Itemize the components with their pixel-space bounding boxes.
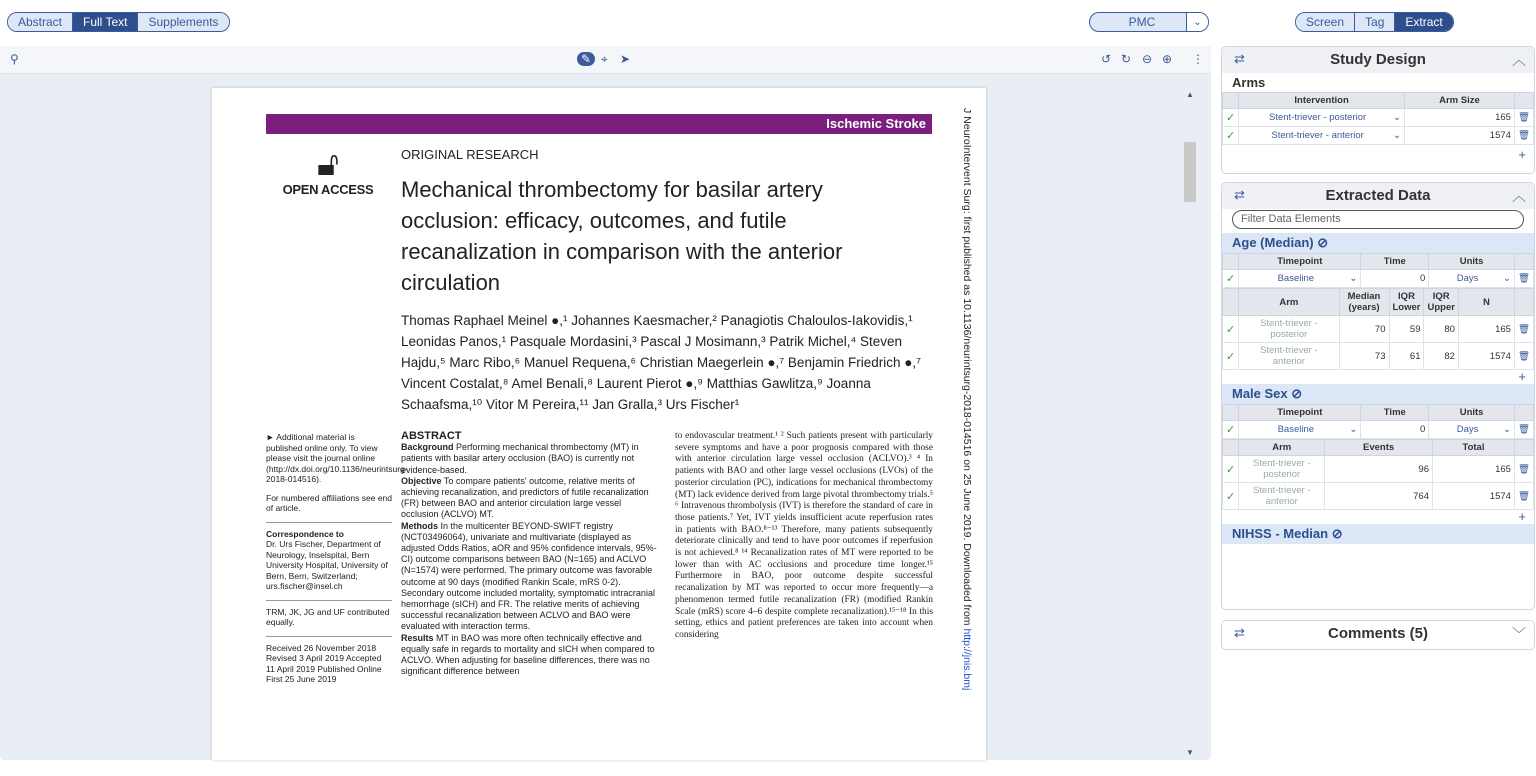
arm-header: Arm [1239, 440, 1325, 456]
results-heading: Results [401, 632, 434, 643]
check-icon: ✓ [1223, 109, 1239, 127]
timepoint-select[interactable] [1239, 270, 1361, 288]
male-sex-label: Male Sex [1232, 386, 1288, 401]
select-text-icon[interactable]: ⌖ [601, 52, 608, 66]
background-heading: Background [401, 442, 454, 453]
comments-panel [1221, 620, 1535, 650]
objective-text: To compare patients' outcome, relative merits of achieving recanalization, and predictors of futile recanalization (FR) between BAO and anterior circulation large vessel occlusion (ACLVO) MT. [401, 475, 649, 520]
table-row [1223, 316, 1534, 343]
tab-abstract[interactable]: Abstract [8, 13, 73, 31]
comments-title: Comments (5) [1327, 625, 1428, 642]
arm-name-line-1: Stent-triever - [1252, 458, 1311, 469]
units-header: Units [1429, 405, 1515, 421]
time-header: Time [1361, 254, 1429, 270]
check-icon: ✓ [1223, 456, 1239, 483]
arm-name-line-2: posterior [1270, 329, 1308, 340]
results-text: MT in BAO was more often technically effective and equally safe in regards to mortality and sICH when compared to ACLVO. When adjusting for baseline differences, there was no significant difference between [401, 632, 655, 677]
add-row-button[interactable]: + [1518, 509, 1526, 524]
units-select[interactable] [1429, 421, 1515, 439]
table-row [1223, 483, 1534, 510]
arm-name-line-2: anterior [1272, 356, 1305, 367]
check-header [1223, 93, 1239, 109]
article-dates: Received 26 November 2018 Revised 3 April 2019 Accepted 11 April 2019 Published Online First 25 June 2019 [266, 642, 382, 684]
arm-size-value[interactable]: 165 [1404, 109, 1514, 127]
n-header: N [1458, 289, 1514, 316]
source-select[interactable] [1089, 12, 1209, 32]
arm-name-line-1: Stent-triever - [1260, 318, 1318, 329]
trash-icon[interactable]: 🗑︎ [1514, 316, 1533, 343]
chevron-up-icon[interactable]: ︿ [1512, 52, 1526, 68]
tag-icon[interactable]: ⊘ [1291, 386, 1303, 401]
table-row [1223, 127, 1534, 145]
pdf-page [212, 88, 986, 760]
intervention-select[interactable] [1239, 109, 1405, 127]
swap-icon[interactable]: ⇄ [1234, 625, 1245, 640]
age-timepoint-table [1222, 253, 1534, 288]
total-header: Total [1433, 440, 1515, 456]
action-header [1514, 93, 1533, 109]
tag-icon[interactable]: ⊘ [1331, 526, 1343, 541]
chevron-down-icon: ⌄ [1349, 273, 1358, 284]
extracted-data-panel [1221, 182, 1535, 610]
swap-icon[interactable]: ⇄ [1234, 187, 1245, 202]
units-select[interactable] [1429, 270, 1515, 288]
abstract-column [401, 431, 657, 677]
tab-extract[interactable]: Extract [1395, 13, 1452, 31]
action-header [1514, 254, 1533, 270]
divider [266, 636, 392, 637]
trash-icon[interactable]: 🗑︎ [1514, 270, 1533, 288]
extracted-data-header [1222, 183, 1534, 209]
rotate-right-icon[interactable]: ↻ [1121, 52, 1132, 66]
tab-screen[interactable]: Screen [1296, 13, 1355, 31]
male-sex-section [1222, 384, 1534, 404]
n-value[interactable]: 1574 [1458, 343, 1514, 370]
highlight-icon[interactable]: ✎ [577, 52, 595, 66]
arm-name [1239, 456, 1325, 483]
chevron-down-icon: ⌄ [1502, 273, 1511, 284]
events-value[interactable]: 96 [1325, 456, 1433, 483]
tab-full-text[interactable]: Full Text [73, 13, 138, 31]
timepoint-header: Timepoint [1239, 254, 1361, 270]
top-toolbar [0, 0, 1536, 44]
scroll-down-icon[interactable]: ▼ [1186, 748, 1194, 757]
trash-icon[interactable]: 🗑︎ [1514, 127, 1533, 145]
trash-icon[interactable]: 🗑︎ [1514, 343, 1533, 370]
chevron-down-icon: ⌄ [1502, 424, 1511, 435]
iqr-lower-value[interactable]: 59 [1389, 316, 1424, 343]
units-header: Units [1429, 254, 1515, 270]
table-row [1223, 421, 1534, 439]
table-row [1223, 109, 1534, 127]
zoom-out-icon[interactable]: ⊖ [1142, 52, 1153, 66]
article-type: ORIGINAL RESEARCH [401, 147, 539, 162]
check-icon: ✓ [1223, 421, 1239, 439]
background-text: Performing mechanical thrombectomy (MT) in patients with basilar artery occlusion (BAO) is currently not evidence-based. [401, 442, 639, 475]
open-access-logo [282, 146, 374, 197]
filter-input[interactable]: Filter Data Elements [1232, 210, 1524, 229]
correspondence-heading: Correspondence to [266, 528, 344, 539]
time-value[interactable]: 0 [1361, 270, 1429, 288]
arm-size-value[interactable]: 1574 [1404, 127, 1514, 145]
arm-name [1239, 343, 1339, 370]
median-value[interactable]: 73 [1339, 343, 1389, 370]
arms-table [1222, 92, 1534, 145]
intervention-header: Intervention [1239, 93, 1405, 109]
divider [266, 600, 392, 601]
timepoint-select[interactable] [1239, 421, 1361, 439]
age-median-section [1222, 233, 1534, 253]
age-values-table [1222, 288, 1534, 370]
rotate-left-icon[interactable]: ↺ [1101, 52, 1112, 66]
open-lock-icon: 🔓︎ [316, 145, 340, 183]
contribution-note: TRM, JK, JG and UF contributed equally. [266, 606, 390, 627]
events-header: Events [1325, 440, 1433, 456]
total-value[interactable]: 1574 [1433, 483, 1515, 510]
arm-size-header: Arm Size [1404, 93, 1514, 109]
arm-name-line-1: Stent-triever - [1260, 345, 1318, 356]
tab-supplements[interactable]: Supplements [138, 13, 228, 31]
arm-name-line-2: anterior [1265, 496, 1298, 507]
source-value: PMC [1128, 15, 1156, 29]
mode-tabs [1295, 12, 1454, 32]
check-icon: ✓ [1223, 127, 1239, 145]
intervention-select[interactable] [1239, 127, 1405, 145]
arm-header: Arm [1239, 289, 1339, 316]
chevron-up-icon[interactable]: ︿ [1512, 188, 1526, 204]
chevron-down-icon: ⌄ [1349, 424, 1358, 435]
methods-text: In the multicenter BEYOND-SWIFT registry (NCT03496064), univariate and multivariate (displayed as adjusted Odds Ratios, aOR and 95% confidence intervals, 95%-CI) outcome comparisons between BAO (N=165) and ACLVO (N=1574) were performed. The primary outcome was favorable outcome at 90 days (modified Rankin Scale, mRS 0-2). Secondary outcome included mortality, symptomatic intracranial hemorrhage (sICH) and FR. The relative merits of achieving successful recanalization between ACLVO and BAO were evaluated with interaction terms. [401, 520, 657, 632]
table-row [1223, 270, 1534, 288]
pointer-icon[interactable]: ➤ [620, 52, 631, 66]
nihss-section [1222, 524, 1534, 544]
objective-heading: Objective [401, 475, 442, 486]
journal-banner: Ischemic Stroke [266, 114, 932, 134]
iqr-upper-value[interactable]: 80 [1424, 316, 1458, 343]
arm-name [1239, 483, 1325, 510]
trash-icon[interactable]: 🗑︎ [1514, 483, 1533, 510]
male-timepoint-table [1222, 404, 1534, 439]
article-authors: Thomas Raphael Meinel ●,¹ Johannes Kaesmacher,² Panagiotis Chaloulos-Iakovidis,¹ Leonidas Panos,¹ Pasquale Mordasini,³ Pascal J Mosimann,³ Patrik Michel,⁴ Steven Hajdu,⁵ Marc Ribo,⁶ Manuel Requena,⁶ Christian Maegerlein ●,⁷ Benjamin Friedrich ●,⁷ Vincent Costalat,⁸ Amel Benali,⁸ Laurent Pierot ●,⁹ Matthias Gawlitza,⁹ Joanna Schaafsma,¹⁰ Vitor M Pereira,¹¹ Jan Gralla,³ Urs Fischer¹ [401, 313, 922, 412]
trash-icon[interactable]: 🗑︎ [1514, 421, 1533, 439]
units-value: Days [1456, 273, 1479, 284]
pdf-scrollbar-thumb[interactable] [1184, 142, 1196, 202]
median-header: Median (years) [1339, 289, 1389, 316]
article-sidebar [266, 432, 408, 693]
action-header [1514, 440, 1533, 456]
check-header [1223, 440, 1239, 456]
check-header [1223, 405, 1239, 421]
action-header [1514, 289, 1533, 316]
iqr-upper-header: IQR Upper [1424, 289, 1458, 316]
divider [266, 522, 392, 523]
more-icon[interactable]: ⋮ [1192, 52, 1204, 66]
timepoint-value: Baseline [1277, 424, 1315, 435]
n-value[interactable]: 165 [1458, 316, 1514, 343]
intervention-value: Stent-triever - anterior [1271, 130, 1364, 141]
check-icon: ✓ [1223, 343, 1239, 370]
tab-tag[interactable]: Tag [1355, 13, 1395, 31]
median-value[interactable]: 70 [1339, 316, 1389, 343]
chevron-down-icon: ⌄ [1392, 112, 1401, 123]
search-icon[interactable]: ⚲ [10, 52, 19, 66]
zoom-in-icon[interactable]: ⊕ [1162, 52, 1173, 66]
introduction-column: to endovascular treatment.¹ ² Such patients present with particularly severe symptoms and have a poor prognosis compared with those with anterior circulation large vessel occlusion (ACLVO).³ ⁴ In patients with BAO and other large vessel occlusions (LVOs) of the posterior circulation (PC), indications for mechanical thrombectomy (MT) lack evidence derived from large pivotal thrombectomy trials.⁵ ⁶ Intravenous thrombolysis (IVT) is therefore the standard of care in those patients.⁷ Yet, IVT yields insufficient acute reperfusion rates in patients with BAO.⁸⁻¹³ Therefore, many patients subsequently deteriorate clinically and tend to have poor outcomes if reperfusion is not achieved.⁸ ¹⁴ Recanalization rates of MT were reported to be lower than with AC occlusions and procedure time longer.¹⁵ Furthermore in BAO, poor outcome despite successful recanalization by MT was reported to occur more frequently—a phenomenon termed futile recanalization (FR) (modified Rankin Scale (mRS) score 4–6 despite complete recanalization).¹⁵⁻¹⁸ In this setting, ethics and patient preferences are taken into account when considering [675, 431, 933, 640]
check-header [1223, 254, 1239, 270]
chevron-down-icon[interactable]: ﹀ [1512, 626, 1526, 642]
units-value: Days [1456, 424, 1479, 435]
check-header [1223, 289, 1239, 316]
abstract-heading: ABSTRACT [401, 430, 462, 442]
arms-label: Arms [1232, 75, 1266, 90]
study-design-header [1222, 47, 1534, 73]
nihss-label: NIHSS - Median [1232, 526, 1329, 541]
trash-icon[interactable]: 🗑︎ [1514, 456, 1533, 483]
iqr-lower-value[interactable]: 61 [1389, 343, 1424, 370]
citation-link[interactable]: http://jnis.bmj [961, 628, 973, 691]
chevron-down-icon[interactable]: ⌄ [1186, 13, 1208, 31]
time-header: Time [1361, 405, 1429, 421]
timepoint-value: Baseline [1277, 273, 1315, 284]
time-value[interactable]: 0 [1361, 421, 1429, 439]
check-icon: ✓ [1223, 270, 1239, 288]
total-value[interactable]: 165 [1433, 456, 1515, 483]
arm-name-line-1: Stent-triever - [1252, 485, 1311, 496]
events-value[interactable]: 764 [1325, 483, 1433, 510]
study-design-title: Study Design [1330, 51, 1426, 68]
trash-icon[interactable]: 🗑︎ [1514, 109, 1533, 127]
scroll-up-icon[interactable]: ▲ [1186, 90, 1194, 99]
additional-material-note: ► Additional material is published online only. To view please visit the journal online (http://dx.doi.org/10.1136/neurintsurg-2018-014516). [266, 432, 408, 484]
check-icon: ✓ [1223, 316, 1239, 343]
vertical-citation [953, 108, 973, 760]
arm-name-line-2: posterior [1263, 469, 1301, 480]
check-icon: ✓ [1223, 483, 1239, 510]
male-values-table [1222, 439, 1534, 510]
extracted-data-title: Extracted Data [1325, 187, 1431, 204]
add-arm-button[interactable]: + [1518, 147, 1526, 162]
add-row-button[interactable]: + [1518, 369, 1526, 384]
correspondence-text: Dr. Urs Fischer, Department of Neurology, Inselspital, Bern University Hospital, University of Bern, Bern, Switzerland; urs.fischer@insel.ch [266, 539, 388, 591]
pdf-toolbar [0, 46, 1211, 74]
tag-icon[interactable]: ⊘ [1317, 235, 1329, 250]
arm-name [1239, 316, 1339, 343]
iqr-upper-value[interactable]: 82 [1424, 343, 1458, 370]
table-row [1223, 343, 1534, 370]
study-design-panel [1221, 46, 1535, 174]
view-tabs [7, 12, 230, 32]
methods-heading: Methods [401, 520, 438, 531]
comments-header[interactable] [1222, 621, 1534, 647]
article-title: Mechanical thrombectomy for basilar artery occlusion: efficacy, outcomes, and futile recanalization in comparison with the anterior circulation [401, 177, 843, 295]
timepoint-header: Timepoint [1239, 405, 1361, 421]
chevron-down-icon: ⌄ [1392, 130, 1401, 141]
age-median-label: Age (Median) [1232, 235, 1314, 250]
citation-text: J NeuroIntervent Surg: first published as 10.1136/neurintsurg-2018-014516 on 25 June 2019. Downloaded from [961, 108, 973, 629]
affiliations-note: For numbered affiliations see end of article. [266, 492, 393, 513]
open-access-label: OPEN ACCESS [282, 182, 374, 197]
table-row [1223, 456, 1534, 483]
action-header [1514, 405, 1533, 421]
iqr-lower-header: IQR Lower [1389, 289, 1424, 316]
intervention-value: Stent-triever - posterior [1269, 112, 1367, 123]
swap-icon[interactable]: ⇄ [1234, 51, 1245, 66]
